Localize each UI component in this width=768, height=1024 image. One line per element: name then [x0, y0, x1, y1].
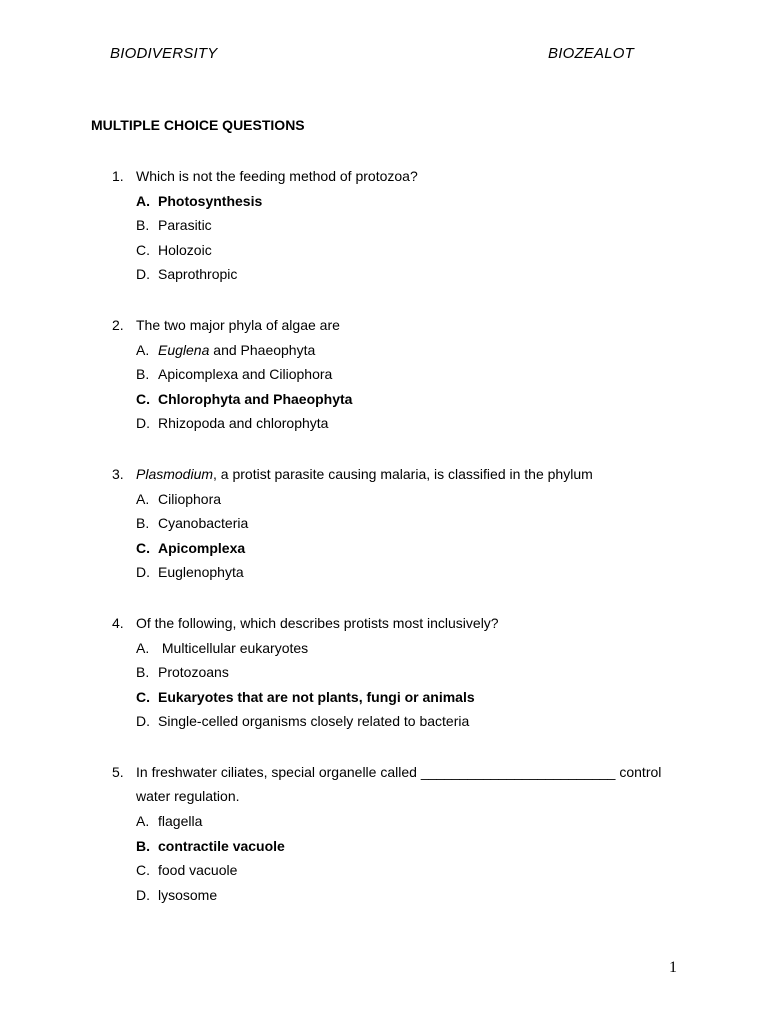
- genus-name: Plasmodium: [136, 465, 214, 482]
- question-stem: [112, 760, 672, 809]
- option-letter: B.: [136, 664, 150, 681]
- question-number: 1.: [112, 168, 124, 184]
- option-letter: B.: [136, 217, 150, 234]
- option-text: lysosome: [158, 886, 218, 903]
- option-text: Euglenophyta: [158, 564, 244, 581]
- option-a: [136, 189, 672, 214]
- option-letter: A.: [136, 192, 150, 209]
- option-letter: D.: [136, 886, 150, 903]
- question-1: [112, 164, 672, 287]
- question-4: [112, 611, 672, 734]
- question-stem: [112, 611, 672, 636]
- option-d: [136, 709, 672, 734]
- option-d: [136, 560, 672, 585]
- option-b: [136, 660, 672, 685]
- option-letter: B.: [136, 837, 150, 854]
- option-letter: D.: [136, 564, 150, 581]
- option-text: Single-celled organisms closely related to bacteria: [158, 713, 470, 730]
- option-text: flagella: [158, 813, 203, 830]
- question-text: In freshwater ciliates, special organelle called _________________________ control water regulation.: [136, 763, 662, 805]
- question-stem: [112, 164, 672, 189]
- option-letter: C.: [136, 539, 150, 556]
- option-text-rest: and Phaeophyta: [209, 341, 316, 358]
- question-number: 2.: [112, 316, 124, 333]
- question-text: Of the following, which describes protists most inclusively?: [136, 614, 499, 631]
- option-letter: C.: [136, 688, 150, 705]
- option-d: [136, 883, 672, 908]
- question-number: 5.: [112, 763, 124, 780]
- option-d: [136, 411, 672, 436]
- option-b: [136, 834, 672, 859]
- question-number: 4.: [112, 614, 124, 631]
- question-stem: [112, 462, 672, 487]
- option-letter: A.: [136, 813, 150, 830]
- option-a: [136, 636, 672, 661]
- question-number: 3.: [112, 465, 124, 482]
- option-text: Multicellular eukaryotes: [158, 639, 309, 656]
- option-b: [136, 362, 672, 387]
- option-text: [158, 338, 672, 363]
- genus-name: Euglena: [158, 341, 210, 358]
- option-letter: D.: [136, 713, 150, 730]
- header-brand: BIOZEALOT: [548, 45, 634, 62]
- option-text: Apicomplexa: [158, 539, 246, 556]
- option-text: food vacuole: [158, 862, 238, 879]
- option-c: [136, 685, 672, 710]
- option-letter: C.: [136, 862, 150, 879]
- question-5: [112, 760, 672, 908]
- option-letter: A.: [136, 341, 150, 358]
- option-letter: B.: [136, 515, 150, 532]
- option-text: contractile vacuole: [158, 837, 285, 854]
- option-letter: D.: [136, 415, 150, 432]
- option-a: [136, 809, 672, 834]
- question-text: The two major phyla of algae are: [136, 316, 340, 333]
- question-3: [112, 462, 672, 585]
- option-text: Parasitic: [158, 217, 212, 234]
- option-letter: A.: [136, 639, 150, 656]
- question-list: [112, 164, 672, 933]
- option-text: Eukaryotes that are not plants, fungi or animals: [158, 688, 475, 705]
- question-2: [112, 313, 672, 436]
- section-title: MULTIPLE CHOICE QUESTIONS: [91, 117, 305, 133]
- question-text: Which is not the feeding method of protozoa?: [136, 168, 418, 184]
- option-b: [136, 213, 672, 238]
- option-letter: A.: [136, 490, 150, 507]
- option-c: [136, 536, 672, 561]
- option-d: [136, 262, 672, 287]
- question-stem: [112, 313, 672, 338]
- option-text: Cyanobacteria: [158, 515, 249, 532]
- option-letter: C.: [136, 390, 150, 407]
- option-text: Rhizopoda and chlorophyta: [158, 415, 329, 432]
- option-c: [136, 858, 672, 883]
- option-c: [136, 238, 672, 263]
- option-c: [136, 387, 672, 412]
- option-text: Ciliophora: [158, 490, 222, 507]
- option-text: Photosynthesis: [158, 192, 263, 209]
- option-a: [136, 487, 672, 512]
- option-letter: D.: [136, 266, 150, 283]
- header-subject: BIODIVERSITY: [110, 45, 218, 62]
- page-number: 1: [669, 959, 677, 976]
- question-text-rest: , a protist parasite causing malaria, is classified in the phylum: [213, 465, 593, 482]
- option-letter: B.: [136, 366, 150, 383]
- option-b: [136, 511, 672, 536]
- option-letter: C.: [136, 241, 150, 258]
- option-text: Chlorophyta and Phaeophyta: [158, 390, 353, 407]
- option-text: Saprothropic: [158, 266, 238, 283]
- option-text: Apicomplexa and Ciliophora: [158, 366, 333, 383]
- question-text: [136, 462, 672, 487]
- option-text: Protozoans: [158, 664, 229, 681]
- option-text: Holozoic: [158, 241, 212, 258]
- option-a: [136, 338, 672, 363]
